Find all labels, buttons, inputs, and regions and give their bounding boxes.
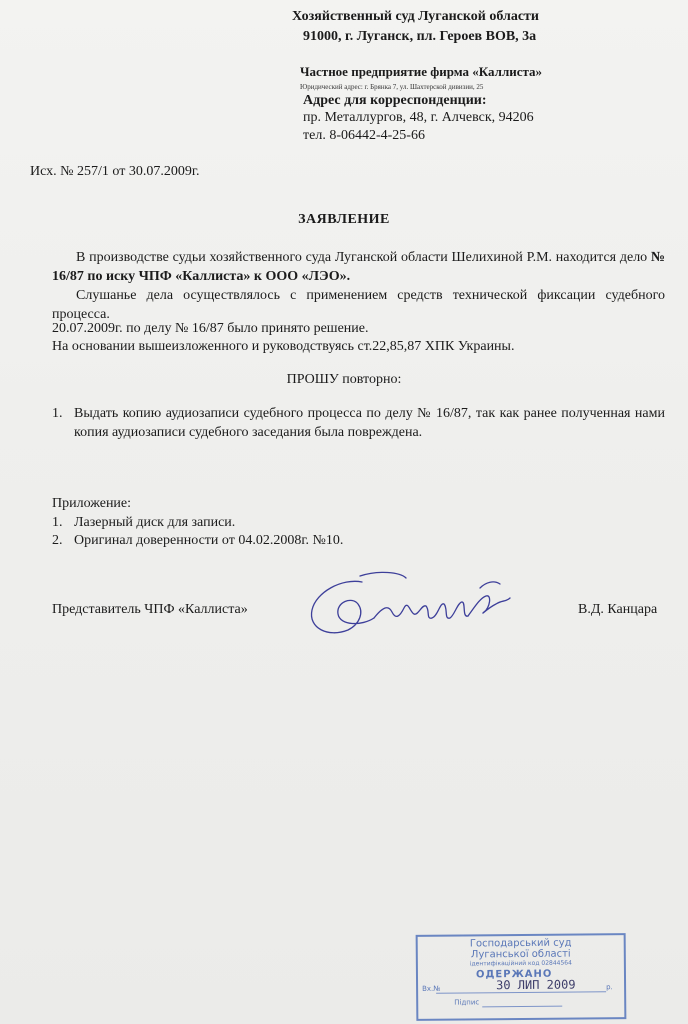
- sender-legal-address: Юридический адрес: г. Брянка 7, ул. Шахтерской дивизии, 25: [300, 83, 484, 91]
- document-title: ЗАЯВЛЕНИЕ: [298, 212, 390, 227]
- stamp-sign-line: [482, 1006, 562, 1008]
- stamp-year-suffix: р.: [606, 983, 613, 992]
- request-item-text: Выдать копию аудиозаписи судебного процесса по делу № 16/87, так как ранее полученная нами копия аудиозаписи судебного заседания была повреждена.: [74, 406, 665, 440]
- paragraph-case-text: В производстве судьи хозяйственного суда Луганской области Шелихиной Р.М. находится дело: [76, 250, 651, 265]
- request-heading: ПРОШУ повторно:: [286, 372, 402, 387]
- paragraph-decision: 20.07.2009г. по делу № 16/87 было принято решение.: [52, 321, 369, 336]
- stamp-incoming-line: [436, 991, 606, 993]
- attachment-number: 2.: [52, 533, 63, 548]
- attachment-item: [52, 533, 343, 549]
- sender-name: Частное предприятие фирма «Каллиста»: [300, 64, 543, 79]
- representative-name: В.Д. Канцара: [578, 602, 658, 617]
- court-receipt-stamp: [416, 933, 627, 1021]
- attachment-text: Оригинал доверенности от 04.02.2008г. №10.: [74, 533, 344, 548]
- representative-label: Представитель ЧПФ «Каллиста»: [52, 602, 248, 617]
- court-address: 91000, г. Луганск, пл. Героев ВОВ, 3а: [303, 29, 537, 44]
- attachment-text: Лазерный диск для записи.: [74, 515, 236, 530]
- stamp-court-name: Господарський суд: [469, 937, 572, 950]
- correspondence-street: пр. Металлургов, 48, г. Алчевск, 94206: [303, 110, 534, 125]
- stamp-region: Луганської області: [470, 948, 571, 961]
- stamp-id-code: ідентифікаційний код 02844564: [469, 959, 572, 968]
- correspondence-phone: тел. 8-06442-4-25-66: [303, 128, 425, 143]
- attachment-number: 1.: [52, 515, 63, 530]
- attachment-item: [52, 515, 235, 531]
- stamp-received: ОДЕРЖАНО: [475, 968, 553, 981]
- request-item: [52, 404, 665, 442]
- case-number: № 16/87 по иску ЧПФ «Каллиста» к ООО «ЛЭО».: [52, 250, 665, 284]
- request-item-number: 1.: [52, 406, 63, 421]
- court-name: Хозяйственный суд Луганской области: [292, 9, 540, 24]
- stamp-sign-label: Підпис: [454, 998, 480, 1007]
- paragraph-basis: На основании вышеизложенного и руководствуясь ст.22,85,87 ХПК Украины.: [52, 339, 515, 354]
- stamp-incoming-label: Вх.№: [422, 984, 441, 993]
- handwritten-signature: [302, 568, 522, 648]
- outgoing-reference: Исх. № 257/1 от 30.07.2009г.: [30, 164, 200, 179]
- stamp-date: 30 ЛИП 2009: [496, 977, 576, 993]
- paragraph-hearing: Слушанье дела осуществлялось с применением средств технической фиксации судебного процесса.: [52, 288, 665, 322]
- paragraph-case: [52, 248, 665, 286]
- attachments-label: Приложение:: [52, 496, 132, 511]
- correspondence-label: Адрес для корреспонденции:: [303, 93, 487, 108]
